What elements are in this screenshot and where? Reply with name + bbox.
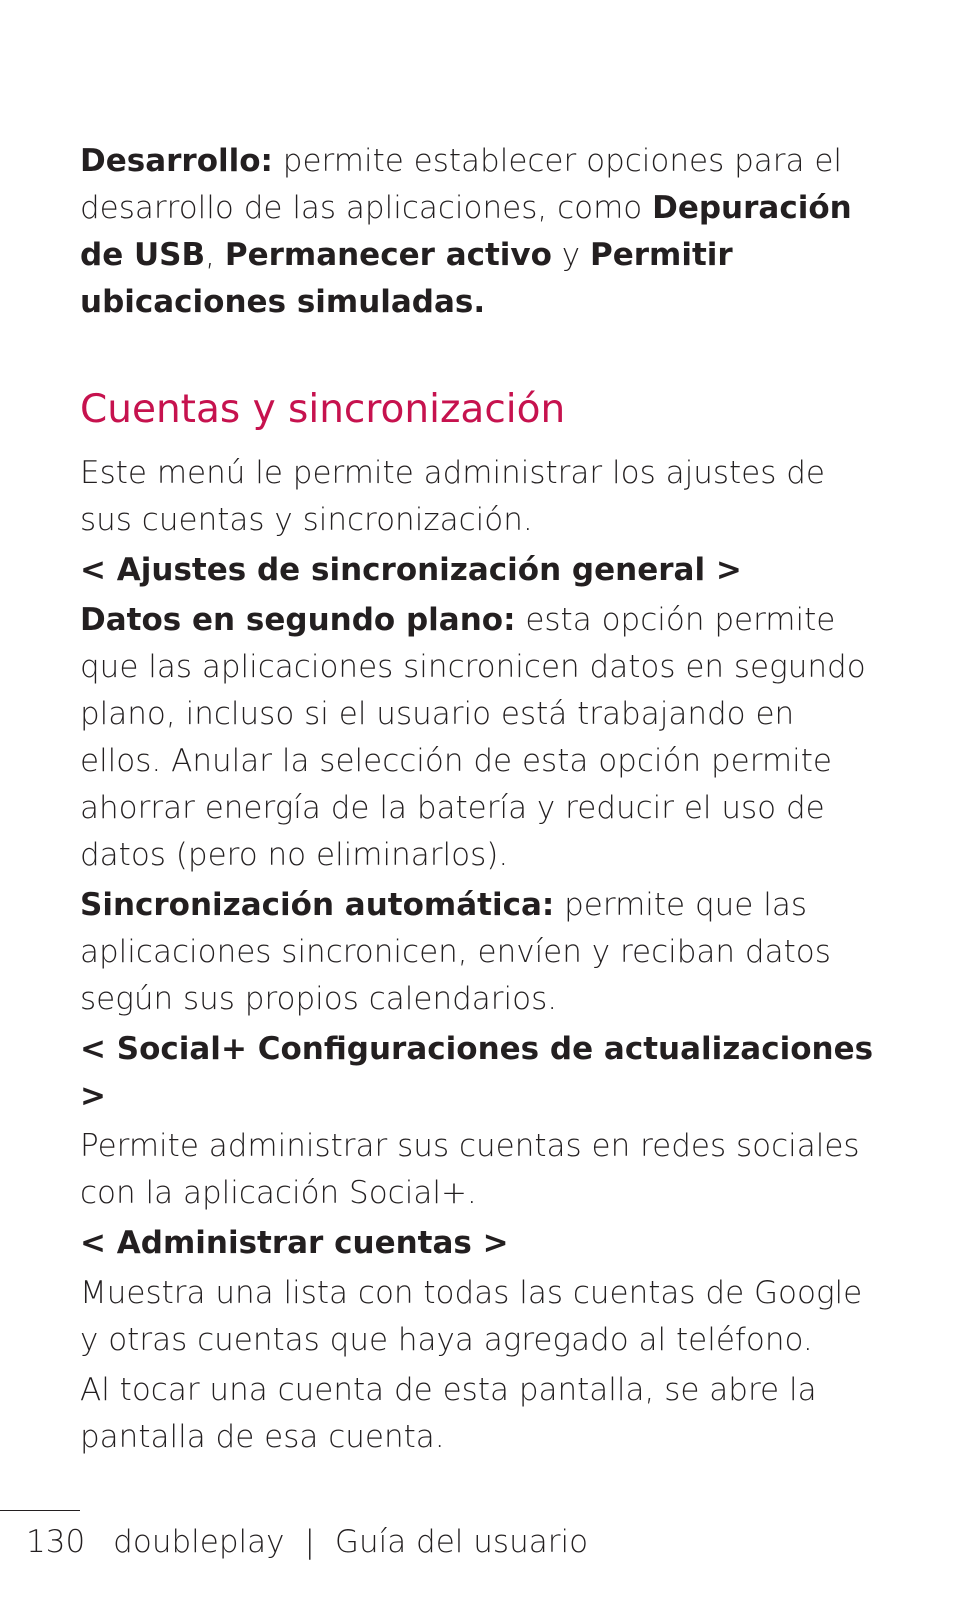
stay-awake-term: Permanecer activo [224,237,552,273]
auto-sync-text: permite que las aplicaciones sincronicen, envíen y reciban datos según sus propios calendarios. [80,887,831,1017]
manage-accounts-paragraph-2: Al tocar una cuenta de esta pantalla, se abre la pantalla de esa cuenta. [80,1372,817,1455]
page-footer [26,1520,588,1564]
page-content [80,138,880,1464]
section-description: Este menú le permite administrar los ajustes de sus cuentas y sincronización. [80,455,825,538]
footer-guide: Guía del usuario [334,1524,589,1560]
section-heading: Cuentas y sincronización [80,387,566,432]
auto-sync-paragraph [80,882,880,1023]
page-number: 130 [26,1524,86,1560]
footer-product: doubleplay [113,1524,285,1560]
usb-debugging-term: Depuración de USB [80,190,852,273]
auto-sync-term: Sincronización automática: [80,887,555,923]
developer-text-3: y [551,237,590,273]
background-data-paragraph [80,597,880,879]
developer-options-paragraph [80,138,880,326]
manage-accounts-paragraph-1: Muestra una lista con todas las cuentas de Google y otras cuentas que haya agregado al teléfono. [80,1275,863,1358]
social-plus-paragraph: Permite administrar sus cuentas en redes sociales con la aplicación Social+. [80,1128,860,1211]
background-data-term: Datos en segundo plano: [80,602,516,638]
developer-text-1: permite establecer opciones para el desarrollo de las aplicaciones, como [80,143,843,226]
developer-term: Desarrollo: [80,143,273,179]
social-plus-subheading: < Social+ Configuraciones de actualizaciones > [80,1031,874,1114]
general-sync-subheading: < Ajustes de sincronización general > [80,552,742,588]
footer-rule [0,1510,80,1511]
manage-accounts-subheading: < Administrar cuentas > [80,1225,509,1261]
background-data-text: esta opción permite que las aplicaciones sincronicen datos en segundo plano, incluso si el usuario está trabajando en ellos. Anular la selección de esta opción permite ahorrar energía de la batería y reducir el uso de datos (pero no eliminarlos). [80,602,866,873]
mock-locations-term: Permitir ubicaciones simuladas. [80,237,733,320]
footer-separator: | [304,1524,315,1560]
developer-text-2: , [205,237,225,273]
